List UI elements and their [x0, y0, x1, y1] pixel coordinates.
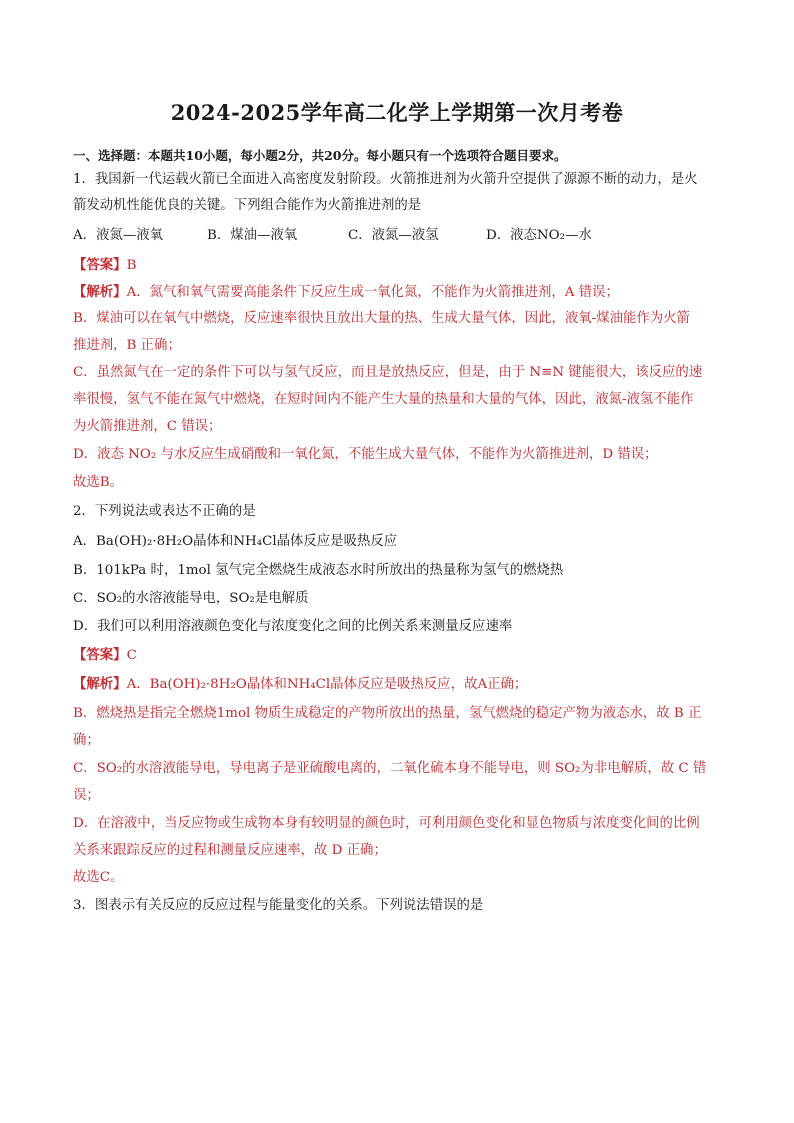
- q1-options: [73, 226, 733, 246]
- q2-analysis-line-7: 关系来跟踪反应的过程和测量反应速率，故 D 正确；: [73, 843, 387, 858]
- q1-option-a: A．液氮—液氧: [73, 228, 164, 243]
- page-title: 2024-2025学年高二化学上学期第一次月考卷: [170, 100, 624, 125]
- q2-analysis-line-6: D．在溶液中，当反应物或生成物本身有较明显的颜色时，可利用颜色变化和显色物质与浓度变化间的比例: [73, 816, 700, 831]
- q1-answer: [73, 255, 733, 276]
- q1-stem-line-2: 箭发动机性能优良的关键。下列组合能作为火箭推进剂的是: [73, 198, 422, 213]
- q2-answer: [73, 645, 733, 666]
- q1-analysis-line-2: B．煤油可以在氧气中燃烧，反应速率很快且放出大量的热、生成大量气体，因此，液氧-煤油能作为火箭: [73, 311, 690, 326]
- analysis-tag: 【解析】: [73, 284, 127, 300]
- q1-analysis-line-5: 率很慢，氢气不能在氮气中燃烧，在短时间内不能产生大量的热量和大量的气体，因此，液氮-液氢不能作: [73, 392, 694, 407]
- q2-option-c: C．SO₂的水溶液能导电，SO₂是电解质: [73, 591, 309, 606]
- q2-option-a: A．Ba(OH)₂·8H₂O晶体和NH₄Cl晶体反应是吸热反应: [73, 534, 398, 549]
- q1-analysis-line-1: 【解析】A．氮气和氧气需要高能条件下反应生成一氧化氮，不能作为火箭推进剂，A 错误；: [73, 284, 619, 300]
- q2-analysis-line-4: C．SO₂的水溶液能导电，导电离子是亚硫酸电离的，二氧化硫本身不能导电，则 SO₂为非电解质，故 C 错: [73, 761, 707, 776]
- q2-analysis-line-2: B．燃烧热是指完全燃烧1mol 物质生成稳定的产物所放出的热量，氢气燃烧的稳定产物为液态水，故 B 正: [73, 706, 702, 721]
- q1-analysis-line-6: 为火箭推进剂，C 错误；: [73, 419, 222, 434]
- q1-conclusion: 故选B。: [73, 475, 124, 490]
- answer-tag: 【答案】: [73, 257, 127, 273]
- q1-stem-line-1: 1．我国新一代运载火箭已全面进入高密度发射阶段。火箭推进剂为火箭升空提供了源源不断的动力，是火: [73, 172, 698, 187]
- answer-tag: 【答案】: [73, 647, 127, 663]
- answer-value: B: [126, 258, 137, 273]
- q2-analysis-line-3: 确；: [73, 733, 100, 748]
- q1-analysis-line-4: C．虽然氮气在一定的条件下可以与氢气反应，而且是放热反应，但是，由于 N≡N 键能很大，该反应的速: [73, 365, 703, 380]
- q2-conclusion: 故选C。: [73, 870, 124, 885]
- q2-option-d: D．我们可以利用溶液颜色变化与浓度变化之间的比例关系来测量反应速率: [73, 619, 513, 634]
- q3-stem: 3．图表示有关反应的反应过程与能量变化的关系。下列说法错误的是: [73, 898, 484, 913]
- q1-option-d: D．液态NO₂—水: [486, 228, 592, 243]
- q1-option-b: B．煤油—液氧: [207, 228, 298, 243]
- section-heading: 一、选择题：本题共10小题，每小题2分，共20分。每小题只有一个选项符合题目要求。: [73, 148, 567, 163]
- answer-value: C: [126, 648, 137, 663]
- analysis-tag: 【解析】: [73, 676, 127, 692]
- q2-option-b: B．101kPa 时，1mol 氢气完全燃烧生成液态水时所放出的热量称为氢气的燃烧热: [73, 563, 564, 578]
- q2-stem: 2．下列说法或表达不正确的是: [73, 504, 256, 519]
- q1-option-c: C．液氮—液氢: [348, 228, 439, 243]
- q2-analysis-line-1: 【解析】A．Ba(OH)₂·8H₂O晶体和NH₄Cl晶体反应是吸热反应，故A正确；: [73, 676, 528, 692]
- q1-analysis-line-3: 推进剂，B 正确；: [73, 338, 181, 353]
- q1-analysis-line-7: D．液态 NO₂ 与水反应生成硝酸和一氧化氮，不能生成大量气体，不能作为火箭推进剂，D 错误；: [73, 447, 658, 462]
- q2-analysis-line-5: 误；: [73, 788, 100, 803]
